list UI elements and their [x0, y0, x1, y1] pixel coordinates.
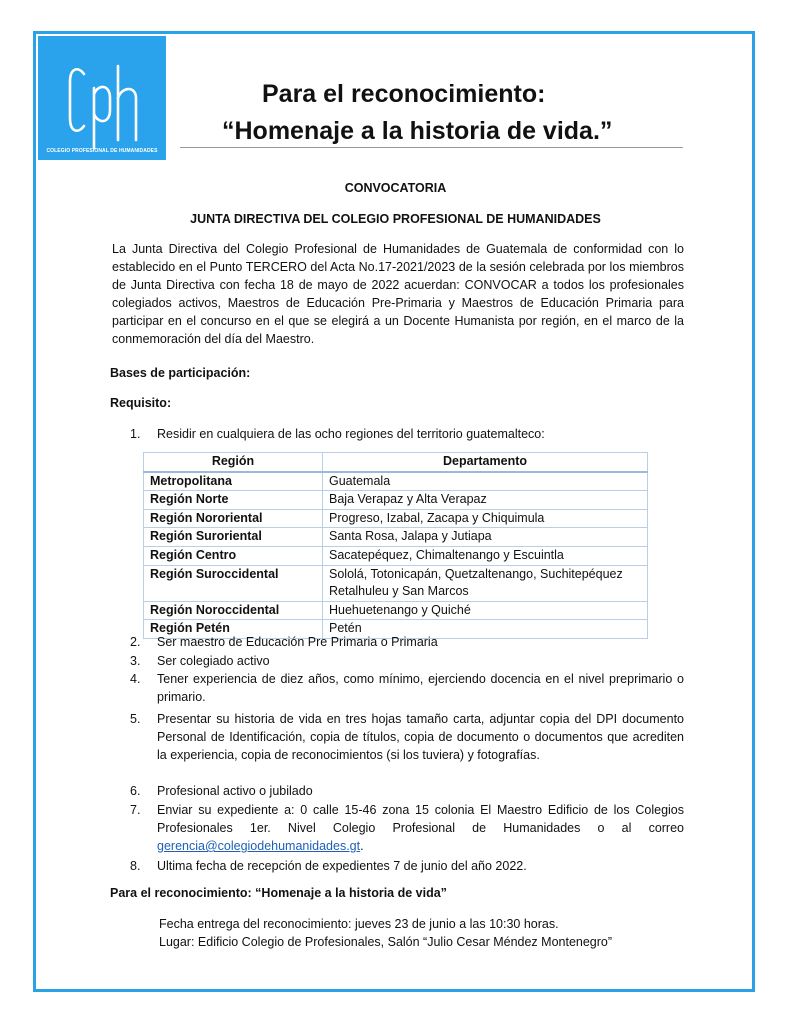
requirement-4: [130, 670, 684, 706]
region-cell: Región Noroccidental: [144, 601, 323, 620]
region-cell: Región Nororiental: [144, 509, 323, 528]
page-title-line1: Para el reconocimiento:: [262, 80, 546, 108]
requirement-text: Residir en cualquiera de las ocho regiones del territorio guatemalteco:: [157, 427, 545, 441]
requirement-text: Enviar su expediente a: 0 calle 15-46 zona 15 colonia El Maestro Edificio de los Colegios Profesionales 1er. Nivel Colegio Profesional de Humanidades o al correo: [157, 803, 684, 835]
list-number: 7.: [130, 803, 141, 817]
list-number: 4.: [130, 672, 141, 686]
requirement-text: Ser colegiado activo: [157, 654, 270, 668]
requirement-text: Presentar su historia de vida en tres hojas tamaño carta, adjuntar copia del DPI documento Personal de Identificación, copia de títulos, copia de documento o documentos que acrediten la experiencia, copia de reconocimientos (si los tuviera) y fotografías.: [157, 712, 684, 762]
requirement-text: Profesional activo o jubilado: [157, 784, 313, 798]
requirement-text: Ultima fecha de recepción de expedientes 7 de junio del año 2022.: [157, 859, 527, 873]
departamento-cell: Santa Rosa, Jalapa y Jutiapa: [323, 528, 648, 547]
page-title-line2: “Homenaje a la historia de vida.”: [222, 117, 613, 145]
table-row: [144, 565, 648, 601]
list-number: 8.: [130, 859, 141, 873]
requirement-3: [130, 652, 684, 670]
title-divider: [180, 147, 683, 148]
junta-heading: JUNTA DIRECTIVA DEL COLEGIO PROFESIONAL DE HUMANIDADES: [190, 212, 601, 226]
region-cell: Región Suroriental: [144, 528, 323, 547]
requirement-suffix: .: [360, 839, 364, 853]
logo-text: COLEGIO PROFESIONAL DE HUMANIDADES: [46, 148, 158, 154]
column-header-region: Región: [144, 453, 323, 472]
table-row: [144, 601, 648, 620]
departamento-cell: Sacatepéquez, Chimaltenango y Escuintla: [323, 546, 648, 565]
table-row: [144, 528, 648, 547]
list-number: 2.: [130, 635, 141, 649]
list-number: 3.: [130, 654, 141, 668]
list-number: 1.: [130, 427, 141, 441]
departamento-cell: Huehuetenango y Quiché: [323, 601, 648, 620]
cph-logo: [38, 36, 166, 160]
requirement-1: [130, 425, 684, 443]
column-header-departamento: Departamento: [323, 453, 648, 472]
region-cell: Región Suroccidental: [144, 565, 323, 601]
bases-label: Bases de participación:: [110, 366, 251, 380]
requirement-text: Tener experiencia de diez años, como mínimo, ejerciendo docencia en el nivel preprimario o primario.: [157, 672, 684, 704]
list-number: 5.: [130, 712, 141, 726]
convocatoria-heading: CONVOCATORIA: [344, 181, 447, 195]
fecha-entrega: Fecha entrega del reconocimiento: jueves 23 de junio a las 10:30 horas.: [159, 917, 559, 931]
region-cell: Metropolitana: [144, 472, 323, 491]
table-row: [144, 491, 648, 510]
lugar: Lugar: Edificio Colegio de Profesionales, Salón “Julio Cesar Méndez Montenegro”: [159, 935, 613, 949]
table-row: [144, 546, 648, 565]
intro-paragraph: La Junta Directiva del Colegio Profesional de Humanidades de Guatemala de conformidad con lo establecido en el Punto TERCERO del Acta No.17-2021/2023 de la sesión celebrada por los miembros de Junta Directiva con fecha 18 de mayo de 2022 acuerdan: CONVOCAR a todos los profesionales colegiados activos, Maestros de Educación Pre-Primaria y Maestros de Educación Primaria para participar en el concurso en el que se elegirá a un Docente Humanista por región, en el marco de la conmemoración del día del Maestro.: [112, 242, 684, 346]
region-cell: Región Centro: [144, 546, 323, 565]
departamento-cell: Progreso, Izabal, Zacapa y Chiquimula: [323, 509, 648, 528]
requirement-2: [130, 633, 684, 651]
regions-table: [143, 452, 648, 639]
requirement-text: Ser maestro de Educación Pre Primaria o Primaria: [157, 635, 438, 649]
table-row: [144, 509, 648, 528]
list-number: 6.: [130, 784, 141, 798]
departamento-cell: Sololá, Totonicapán, Quetzaltenango, Suchitepéquez Retalhuleu y San Marcos: [323, 565, 648, 601]
departamento-cell: Guatemala: [323, 472, 648, 491]
cph-logo-mark: [38, 36, 166, 160]
table-row: [144, 472, 648, 491]
recognition-label: Para el reconocimiento: “Homenaje a la historia de vida”: [110, 886, 447, 900]
requirement-8: [130, 857, 684, 875]
requirement-7: [130, 801, 684, 855]
departamento-cell: Baja Verapaz y Alta Verapaz: [323, 491, 648, 510]
region-cell: Región Petén: [144, 620, 323, 639]
table-header-row: [144, 453, 648, 472]
requirement-6: [130, 782, 684, 800]
requirement-5: [130, 710, 684, 764]
email-link[interactable]: gerencia@colegiodehumanidades.gt: [157, 839, 361, 853]
requisito-label: Requisito:: [110, 396, 172, 410]
region-cell: Región Norte: [144, 491, 323, 510]
departamento-cell: Petén: [323, 620, 648, 639]
